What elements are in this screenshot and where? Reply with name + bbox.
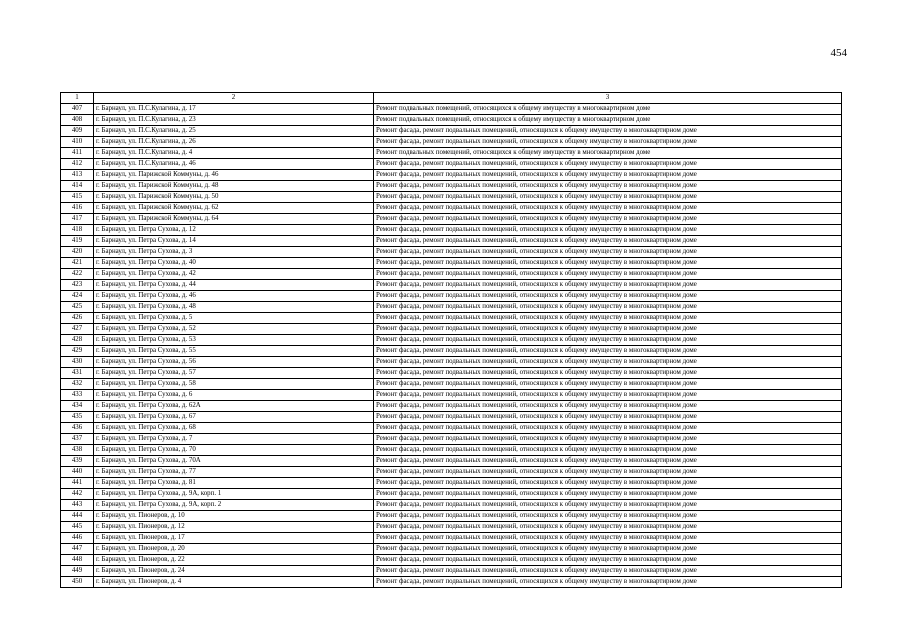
row-address: г. Барнаул, ул. Петра Сухова, д. 70А <box>94 456 374 467</box>
row-number: 409 <box>61 126 94 137</box>
table-row <box>61 247 842 258</box>
header-row <box>61 93 842 104</box>
table-row <box>61 544 842 555</box>
row-address: г. Барнаул, ул. Петра Сухова, д. 44 <box>94 280 374 291</box>
row-number: 429 <box>61 346 94 357</box>
row-number: 449 <box>61 566 94 577</box>
table-row <box>61 533 842 544</box>
table-row <box>61 203 842 214</box>
table-row <box>61 489 842 500</box>
row-work: Ремонт фасада, ремонт подвальных помещений, относящихся к общему имуществу в многоквартирном доме <box>374 390 842 401</box>
table-row <box>61 423 842 434</box>
row-number: 425 <box>61 302 94 313</box>
row-number: 408 <box>61 115 94 126</box>
row-work: Ремонт фасада, ремонт подвальных помещений, относящихся к общему имуществу в многоквартирном доме <box>374 555 842 566</box>
table-row <box>61 302 842 313</box>
row-work: Ремонт фасада, ремонт подвальных помещений, относящихся к общему имуществу в многоквартирном доме <box>374 379 842 390</box>
row-address: г. Барнаул, ул. Петра Сухова, д. 3 <box>94 247 374 258</box>
row-work: Ремонт фасада, ремонт подвальных помещений, относящихся к общему имуществу в многоквартирном доме <box>374 137 842 148</box>
table-row <box>61 478 842 489</box>
row-work: Ремонт фасада, ремонт подвальных помещений, относящихся к общему имуществу в многоквартирном доме <box>374 522 842 533</box>
row-address: г. Барнаул, ул. Петра Сухова, д. 6 <box>94 390 374 401</box>
row-work: Ремонт фасада, ремонт подвальных помещений, относящихся к общему имуществу в многоквартирном доме <box>374 291 842 302</box>
row-work: Ремонт фасада, ремонт подвальных помещений, относящихся к общему имуществу в многоквартирном доме <box>374 533 842 544</box>
table-row <box>61 170 842 181</box>
row-work: Ремонт фасада, ремонт подвальных помещений, относящихся к общему имуществу в многоквартирном доме <box>374 302 842 313</box>
table-row <box>61 511 842 522</box>
row-work: Ремонт фасада, ремонт подвальных помещений, относящихся к общему имуществу в многоквартирном доме <box>374 258 842 269</box>
row-work: Ремонт фасада, ремонт подвальных помещений, относящихся к общему имуществу в многоквартирном доме <box>374 500 842 511</box>
table-row <box>61 467 842 478</box>
table-body <box>61 104 842 588</box>
row-work: Ремонт фасада, ремонт подвальных помещений, относящихся к общему имуществу в многоквартирном доме <box>374 467 842 478</box>
table-row <box>61 390 842 401</box>
row-address: г. Барнаул, ул. Петра Сухова, д. 9А, корп. 1 <box>94 489 374 500</box>
table-row <box>61 192 842 203</box>
row-address: г. Барнаул, ул. П.С.Кулагина, д. 26 <box>94 137 374 148</box>
header-col-number: 1 <box>61 93 94 104</box>
row-work: Ремонт фасада, ремонт подвальных помещений, относящихся к общему имуществу в многоквартирном доме <box>374 280 842 291</box>
row-number: 423 <box>61 280 94 291</box>
row-work: Ремонт фасада, ремонт подвальных помещений, относящихся к общему имуществу в многоквартирном доме <box>374 401 842 412</box>
table-row <box>61 555 842 566</box>
row-number: 417 <box>61 214 94 225</box>
row-address: г. Барнаул, ул. Петра Сухова, д. 48 <box>94 302 374 313</box>
table-row <box>61 291 842 302</box>
table-row <box>61 236 842 247</box>
row-number: 411 <box>61 148 94 159</box>
row-address: г. Барнаул, ул. Пионеров, д. 20 <box>94 544 374 555</box>
row-address: г. Барнаул, ул. Петра Сухова, д. 12 <box>94 225 374 236</box>
row-address: г. Барнаул, ул. Парижской Коммуны, д. 48 <box>94 181 374 192</box>
row-number: 442 <box>61 489 94 500</box>
row-number: 410 <box>61 137 94 148</box>
row-work: Ремонт фасада, ремонт подвальных помещений, относящихся к общему имуществу в многоквартирном доме <box>374 335 842 346</box>
row-address: г. Барнаул, ул. Пионеров, д. 24 <box>94 566 374 577</box>
row-work: Ремонт фасада, ремонт подвальных помещений, относящихся к общему имуществу в многоквартирном доме <box>374 181 842 192</box>
row-number: 440 <box>61 467 94 478</box>
row-work: Ремонт фасада, ремонт подвальных помещений, относящихся к общему имуществу в многоквартирном доме <box>374 456 842 467</box>
row-work: Ремонт подвальных помещений, относящихся к общему имуществу в многоквартирном доме <box>374 148 842 159</box>
table-row <box>61 269 842 280</box>
table-row <box>61 137 842 148</box>
table-row <box>61 577 842 588</box>
row-work: Ремонт фасада, ремонт подвальных помещений, относящихся к общему имуществу в многоквартирном доме <box>374 511 842 522</box>
row-address: г. Барнаул, ул. Петра Сухова, д. 81 <box>94 478 374 489</box>
row-number: 436 <box>61 423 94 434</box>
row-number: 422 <box>61 269 94 280</box>
row-address: г. Барнаул, ул. Петра Сухова, д. 58 <box>94 379 374 390</box>
row-work: Ремонт фасада, ремонт подвальных помещений, относящихся к общему имуществу в многоквартирном доме <box>374 423 842 434</box>
row-address: г. Барнаул, ул. Петра Сухова, д. 7 <box>94 434 374 445</box>
table-row <box>61 434 842 445</box>
row-address: г. Барнаул, ул. Пионеров, д. 4 <box>94 577 374 588</box>
row-number: 415 <box>61 192 94 203</box>
header-col-work: 3 <box>374 93 842 104</box>
row-address: г. Барнаул, ул. Парижской Коммуны, д. 64 <box>94 214 374 225</box>
row-number: 446 <box>61 533 94 544</box>
row-number: 407 <box>61 104 94 115</box>
table-row <box>61 346 842 357</box>
table-row <box>61 126 842 137</box>
row-address: г. Барнаул, ул. Петра Сухова, д. 68 <box>94 423 374 434</box>
row-address: г. Барнаул, ул. Петра Сухова, д. 5 <box>94 313 374 324</box>
row-address: г. Барнаул, ул. П.С.Кулагина, д. 17 <box>94 104 374 115</box>
row-work: Ремонт фасада, ремонт подвальных помещений, относящихся к общему имуществу в многоквартирном доме <box>374 236 842 247</box>
row-address: г. Барнаул, ул. Петра Сухова, д. 40 <box>94 258 374 269</box>
row-address: г. Барнаул, ул. Петра Сухова, д. 67 <box>94 412 374 423</box>
row-work: Ремонт фасада, ремонт подвальных помещений, относящихся к общему имуществу в многоквартирном доме <box>374 544 842 555</box>
row-address: г. Барнаул, ул. Петра Сухова, д. 55 <box>94 346 374 357</box>
row-number: 414 <box>61 181 94 192</box>
table-row <box>61 159 842 170</box>
row-work: Ремонт фасада, ремонт подвальных помещений, относящихся к общему имуществу в многоквартирном доме <box>374 412 842 423</box>
row-work: Ремонт фасада, ремонт подвальных помещений, относящихся к общему имуществу в многоквартирном доме <box>374 313 842 324</box>
row-address: г. Барнаул, ул. Петра Сухова, д. 70 <box>94 445 374 456</box>
row-number: 438 <box>61 445 94 456</box>
row-number: 441 <box>61 478 94 489</box>
row-work: Ремонт фасада, ремонт подвальных помещений, относящихся к общему имуществу в многоквартирном доме <box>374 247 842 258</box>
table-row <box>61 335 842 346</box>
table-row <box>61 324 842 335</box>
row-work: Ремонт фасада, ремонт подвальных помещений, относящихся к общему имуществу в многоквартирном доме <box>374 489 842 500</box>
row-address: г. Барнаул, ул. Петра Сухова, д. 46 <box>94 291 374 302</box>
row-work: Ремонт фасада, ремонт подвальных помещений, относящихся к общему имуществу в многоквартирном доме <box>374 324 842 335</box>
table-row <box>61 401 842 412</box>
row-address: г. Барнаул, ул. Парижской Коммуны, д. 46 <box>94 170 374 181</box>
row-address: г. Барнаул, ул. Пионеров, д. 10 <box>94 511 374 522</box>
row-address: г. Барнаул, ул. П.С.Кулагина, д. 25 <box>94 126 374 137</box>
row-number: 428 <box>61 335 94 346</box>
row-number: 448 <box>61 555 94 566</box>
row-number: 447 <box>61 544 94 555</box>
row-number: 439 <box>61 456 94 467</box>
row-number: 413 <box>61 170 94 181</box>
table-row <box>61 258 842 269</box>
row-work: Ремонт фасада, ремонт подвальных помещений, относящихся к общему имуществу в многоквартирном доме <box>374 434 842 445</box>
row-number: 445 <box>61 522 94 533</box>
table-row <box>61 522 842 533</box>
row-address: г. Барнаул, ул. Петра Сухова, д. 9А, корп. 2 <box>94 500 374 511</box>
row-address: г. Барнаул, ул. Петра Сухова, д. 42 <box>94 269 374 280</box>
row-work: Ремонт фасада, ремонт подвальных помещений, относящихся к общему имуществу в многоквартирном доме <box>374 126 842 137</box>
row-work: Ремонт подвальных помещений, относящихся к общему имуществу в многоквартирном доме <box>374 104 842 115</box>
row-work: Ремонт фасада, ремонт подвальных помещений, относящихся к общему имуществу в многоквартирном доме <box>374 566 842 577</box>
row-work: Ремонт фасада, ремонт подвальных помещений, относящихся к общему имуществу в многоквартирном доме <box>374 357 842 368</box>
row-address: г. Барнаул, ул. П.С.Кулагина, д. 23 <box>94 115 374 126</box>
row-address: г. Барнаул, ул. П.С.Кулагина, д. 46 <box>94 159 374 170</box>
row-address: г. Барнаул, ул. Петра Сухова, д. 56 <box>94 357 374 368</box>
row-number: 443 <box>61 500 94 511</box>
row-number: 412 <box>61 159 94 170</box>
row-work: Ремонт фасада, ремонт подвальных помещений, относящихся к общему имуществу в многоквартирном доме <box>374 214 842 225</box>
row-number: 419 <box>61 236 94 247</box>
row-number: 421 <box>61 258 94 269</box>
row-address: г. Барнаул, ул. Пионеров, д. 12 <box>94 522 374 533</box>
row-work: Ремонт фасада, ремонт подвальных помещений, относящихся к общему имуществу в многоквартирном доме <box>374 478 842 489</box>
table-row <box>61 280 842 291</box>
row-work: Ремонт фасада, ремонт подвальных помещений, относящихся к общему имуществу в многоквартирном доме <box>374 203 842 214</box>
table-row <box>61 500 842 511</box>
table-row <box>61 379 842 390</box>
table-row <box>61 104 842 115</box>
table-row <box>61 313 842 324</box>
row-work: Ремонт фасада, ремонт подвальных помещений, относящихся к общему имуществу в многоквартирном доме <box>374 269 842 280</box>
page-number: 454 <box>830 47 847 59</box>
row-work: Ремонт фасада, ремонт подвальных помещений, относящихся к общему имуществу в многоквартирном доме <box>374 368 842 379</box>
row-number: 450 <box>61 577 94 588</box>
row-address: г. Барнаул, ул. Парижской Коммуны, д. 62 <box>94 203 374 214</box>
row-work: Ремонт фасада, ремонт подвальных помещений, относящихся к общему имуществу в многоквартирном доме <box>374 192 842 203</box>
row-number: 434 <box>61 401 94 412</box>
table-row <box>61 368 842 379</box>
table-header <box>61 93 842 104</box>
row-work: Ремонт фасада, ремонт подвальных помещений, относящихся к общему имуществу в многоквартирном доме <box>374 159 842 170</box>
row-address: г. Барнаул, ул. Петра Сухова, д. 14 <box>94 236 374 247</box>
table-row <box>61 566 842 577</box>
row-number: 427 <box>61 324 94 335</box>
row-number: 418 <box>61 225 94 236</box>
row-work: Ремонт фасада, ремонт подвальных помещений, относящихся к общему имуществу в многоквартирном доме <box>374 445 842 456</box>
row-number: 416 <box>61 203 94 214</box>
row-number: 431 <box>61 368 94 379</box>
row-address: г. Барнаул, ул. Пионеров, д. 22 <box>94 555 374 566</box>
row-number: 420 <box>61 247 94 258</box>
table-row <box>61 181 842 192</box>
row-number: 444 <box>61 511 94 522</box>
table-row <box>61 357 842 368</box>
row-work: Ремонт фасада, ремонт подвальных помещений, относящихся к общему имуществу в многоквартирном доме <box>374 170 842 181</box>
row-address: г. Барнаул, ул. Пионеров, д. 17 <box>94 533 374 544</box>
row-address: г. Барнаул, ул. Петра Сухова, д. 57 <box>94 368 374 379</box>
row-number: 430 <box>61 357 94 368</box>
row-address: г. Барнаул, ул. Парижской Коммуны, д. 50 <box>94 192 374 203</box>
row-work: Ремонт фасада, ремонт подвальных помещений, относящихся к общему имуществу в многоквартирном доме <box>374 225 842 236</box>
table-row <box>61 456 842 467</box>
row-address: г. Барнаул, ул. Петра Сухова, д. 77 <box>94 467 374 478</box>
row-work: Ремонт подвальных помещений, относящихся к общему имуществу в многоквартирном доме <box>374 115 842 126</box>
table-row <box>61 225 842 236</box>
row-address: г. Барнаул, ул. Петра Сухова, д. 53 <box>94 335 374 346</box>
row-number: 437 <box>61 434 94 445</box>
row-address: г. Барнаул, ул. Петра Сухова, д. 52 <box>94 324 374 335</box>
row-number: 426 <box>61 313 94 324</box>
table-row <box>61 148 842 159</box>
register-table <box>60 92 842 588</box>
row-number: 435 <box>61 412 94 423</box>
table-row <box>61 412 842 423</box>
table-row <box>61 115 842 126</box>
header-col-address: 2 <box>94 93 374 104</box>
row-number: 432 <box>61 379 94 390</box>
row-work: Ремонт фасада, ремонт подвальных помещений, относящихся к общему имуществу в многоквартирном доме <box>374 577 842 588</box>
row-address: г. Барнаул, ул. Петра Сухова, д. 62А <box>94 401 374 412</box>
table-row <box>61 445 842 456</box>
table-row <box>61 214 842 225</box>
row-address: г. Барнаул, ул. П.С.Кулагина, д. 4 <box>94 148 374 159</box>
row-work: Ремонт фасада, ремонт подвальных помещений, относящихся к общему имуществу в многоквартирном доме <box>374 346 842 357</box>
row-number: 433 <box>61 390 94 401</box>
row-number: 424 <box>61 291 94 302</box>
